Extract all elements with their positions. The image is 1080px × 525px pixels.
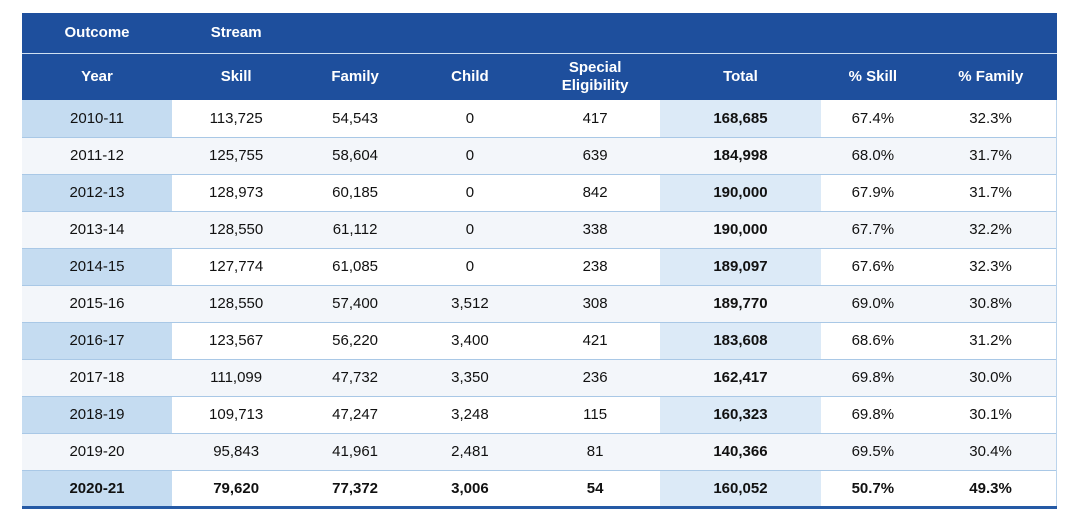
data-cell: 69.0% (821, 285, 925, 322)
data-cell: 69.8% (821, 396, 925, 433)
year-cell: 2011-12 (22, 137, 172, 174)
total-cell: 168,685 (660, 100, 820, 137)
total-cell: 190,000 (660, 174, 820, 211)
data-cell: 69.8% (821, 359, 925, 396)
data-cell: 81 (530, 433, 660, 470)
data-cell: 77,372 (300, 470, 410, 507)
table-row (22, 100, 1057, 137)
data-cell: 0 (410, 174, 530, 211)
data-cell: 54 (530, 470, 660, 507)
data-cell: 31.7% (925, 174, 1056, 211)
data-cell: 67.9% (821, 174, 925, 211)
data-cell: 3,512 (410, 285, 530, 322)
data-cell: 30.0% (925, 359, 1056, 396)
total-cell: 140,366 (660, 433, 820, 470)
data-cell: 67.6% (821, 248, 925, 285)
table-row (22, 248, 1057, 285)
data-cell: 421 (530, 322, 660, 359)
data-cell: 47,732 (300, 359, 410, 396)
table-row (22, 137, 1057, 174)
data-cell: 47,247 (300, 396, 410, 433)
total-cell: 162,417 (660, 359, 820, 396)
data-cell: 128,550 (172, 211, 300, 248)
migration-program-outcome-table (22, 13, 1057, 509)
year-cell: 2019-20 (22, 433, 172, 470)
column-header-special-eligibility: Special Eligibility (530, 53, 660, 100)
table-row (22, 211, 1057, 248)
data-cell: 3,006 (410, 470, 530, 507)
data-cell: 125,755 (172, 137, 300, 174)
data-cell: 68.6% (821, 322, 925, 359)
year-cell: 2018-19 (22, 396, 172, 433)
table-row (22, 433, 1057, 470)
data-cell: 31.2% (925, 322, 1056, 359)
table-row (22, 470, 1057, 507)
data-cell: 32.3% (925, 248, 1056, 285)
header-group-spacer (300, 13, 1056, 53)
data-cell: 32.3% (925, 100, 1056, 137)
table-body (22, 100, 1057, 507)
table-row (22, 322, 1057, 359)
data-cell: 79,620 (172, 470, 300, 507)
data-cell: 67.4% (821, 100, 925, 137)
data-cell: 127,774 (172, 248, 300, 285)
data-cell: 49.3% (925, 470, 1056, 507)
header-columns-row (22, 53, 1057, 100)
data-cell: 31.7% (925, 137, 1056, 174)
data-cell: 50.7% (821, 470, 925, 507)
total-cell: 190,000 (660, 211, 820, 248)
data-cell: 61,085 (300, 248, 410, 285)
data-cell: 95,843 (172, 433, 300, 470)
total-cell: 183,608 (660, 322, 820, 359)
column-header-child: Child (410, 53, 530, 100)
data-cell: 54,543 (300, 100, 410, 137)
data-cell: 236 (530, 359, 660, 396)
year-cell: 2014-15 (22, 248, 172, 285)
year-cell: 2010-11 (22, 100, 172, 137)
column-header-family: % Family (925, 53, 1056, 100)
column-header-family: Family (300, 53, 410, 100)
data-cell: 109,713 (172, 396, 300, 433)
total-cell: 184,998 (660, 137, 820, 174)
data-cell: 308 (530, 285, 660, 322)
data-cell: 67.7% (821, 211, 925, 248)
data-cell: 41,961 (300, 433, 410, 470)
year-cell: 2016-17 (22, 322, 172, 359)
data-cell: 115 (530, 396, 660, 433)
data-cell: 3,400 (410, 322, 530, 359)
year-cell: 2013-14 (22, 211, 172, 248)
data-cell: 61,112 (300, 211, 410, 248)
data-cell: 128,973 (172, 174, 300, 211)
table-row (22, 396, 1057, 433)
data-cell: 32.2% (925, 211, 1056, 248)
data-cell: 56,220 (300, 322, 410, 359)
data-cell: 113,725 (172, 100, 300, 137)
data-cell: 639 (530, 137, 660, 174)
total-cell: 189,097 (660, 248, 820, 285)
total-cell: 160,052 (660, 470, 820, 507)
data-cell: 68.0% (821, 137, 925, 174)
data-cell: 338 (530, 211, 660, 248)
data-cell: 30.1% (925, 396, 1056, 433)
data-cell: 30.4% (925, 433, 1056, 470)
data-cell: 3,248 (410, 396, 530, 433)
data-cell: 123,567 (172, 322, 300, 359)
year-cell: 2017-18 (22, 359, 172, 396)
data-cell: 3,350 (410, 359, 530, 396)
data-cell: 0 (410, 248, 530, 285)
year-cell: 2020-21 (22, 470, 172, 507)
data-cell: 2,481 (410, 433, 530, 470)
data-cell: 69.5% (821, 433, 925, 470)
data-cell: 0 (410, 100, 530, 137)
year-cell: 2012-13 (22, 174, 172, 211)
year-cell: 2015-16 (22, 285, 172, 322)
data-cell: 30.8% (925, 285, 1056, 322)
table-row (22, 285, 1057, 322)
total-cell: 160,323 (660, 396, 820, 433)
data-cell: 0 (410, 137, 530, 174)
data-cell: 60,185 (300, 174, 410, 211)
data-cell: 58,604 (300, 137, 410, 174)
column-header-skill: Skill (172, 53, 300, 100)
data-cell: 238 (530, 248, 660, 285)
column-header-total: Total (660, 53, 820, 100)
header-group-row (22, 13, 1057, 53)
table-row (22, 359, 1057, 396)
total-cell: 189,770 (660, 285, 820, 322)
data-cell: 417 (530, 100, 660, 137)
data-cell: 128,550 (172, 285, 300, 322)
column-header-year: Year (22, 53, 172, 100)
data-cell: 111,099 (172, 359, 300, 396)
header-group-stream: Stream (172, 13, 300, 53)
data-cell: 0 (410, 211, 530, 248)
column-header-skill: % Skill (821, 53, 925, 100)
data-cell: 842 (530, 174, 660, 211)
header-group-outcome: Outcome (22, 13, 172, 53)
table-header (22, 13, 1057, 100)
data-cell: 57,400 (300, 285, 410, 322)
table-row (22, 174, 1057, 211)
